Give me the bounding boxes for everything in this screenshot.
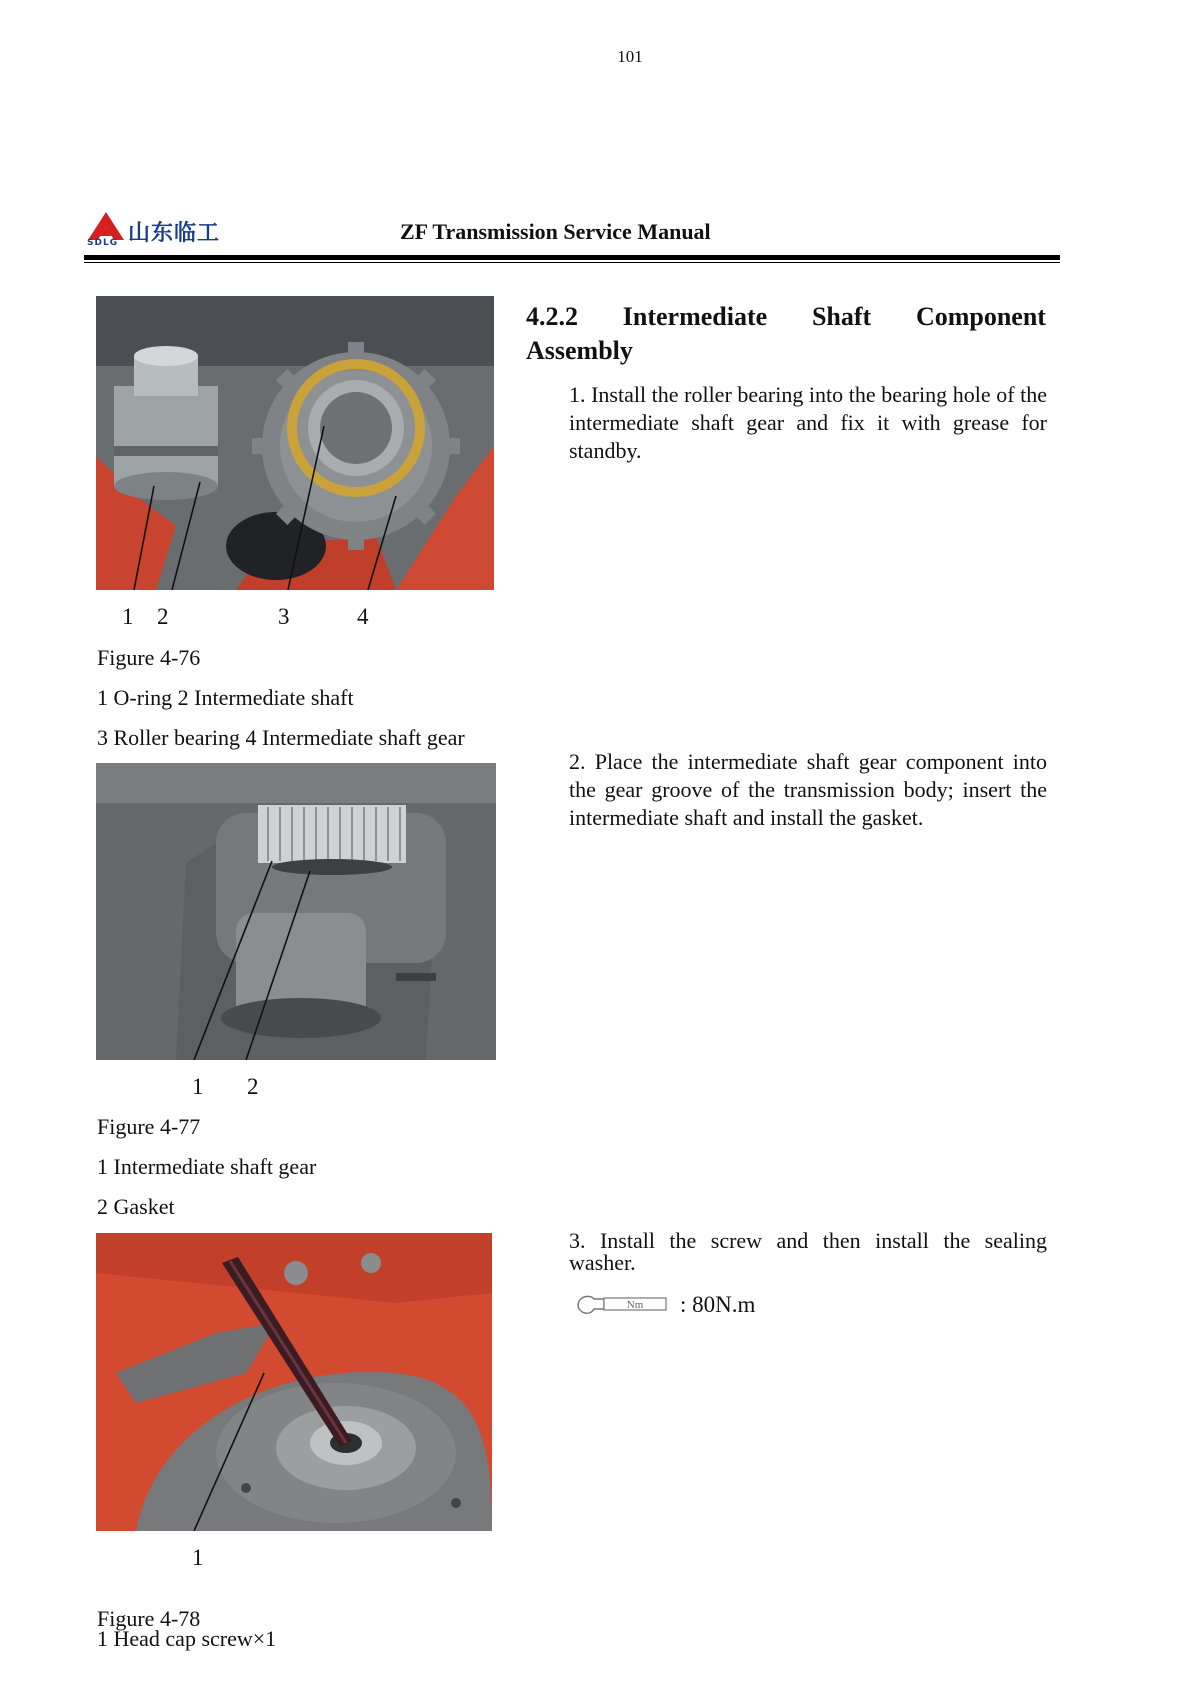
heading-word: Component [915, 302, 1046, 331]
heading-word: Intermediate [622, 302, 768, 331]
figure-caption: Figure 4-77 [97, 1114, 201, 1139]
step-2-text: 2. Place the intermediate shaft gear component into the gear groove of the transmission body; insert the intermediate shaft and install the gasket. [569, 749, 1047, 830]
torque-wrench-icon [574, 1290, 670, 1320]
torque-unit-text: Nm [626, 1299, 644, 1311]
heading-word: Shaft [811, 302, 872, 331]
figure-4-77-photo [96, 763, 496, 1060]
figure-caption: Figure 4-76 [97, 645, 201, 670]
figure-4-76-photo [96, 296, 494, 590]
logo-text: 山东临工 [128, 221, 221, 246]
figure-legend-line: 2 Gasket [97, 1194, 175, 1219]
sdlg-logo [86, 210, 246, 250]
torque-spec [574, 1290, 755, 1320]
manual-title: ZF Transmission Service Manual [400, 219, 711, 244]
figure-legend-line: 1 Intermediate shaft gear [97, 1154, 317, 1179]
header-rule-thin [84, 262, 1060, 263]
callout-3: 3 [278, 604, 290, 629]
torque-value: : 80N.m [680, 1292, 756, 1317]
callout-4: 4 [357, 604, 369, 629]
callout-2: 2 [157, 604, 169, 629]
step-3-text: 3. Install the screw and then install the sealing washer. [569, 1228, 1047, 1275]
callout-1: 1 [122, 604, 134, 629]
heading-number: 4.2.2 [526, 302, 578, 331]
header-rule [84, 255, 1060, 260]
figure-legend-line: 1 Head cap screw×1 [97, 1626, 277, 1651]
page-number: 101 [617, 47, 643, 66]
heading-line-2: Assembly [526, 336, 633, 365]
logo-subtext: SDLG [87, 238, 119, 248]
step-1-text: 1. Install the roller bearing into the bearing hole of the intermediate shaft gear and fix it with grease for standby. [569, 382, 1047, 463]
figure-legend-line: 1 O-ring 2 Intermediate shaft [97, 685, 354, 710]
callout-2: 2 [247, 1074, 259, 1099]
figure-legend-line: 3 Roller bearing 4 Intermediate shaft gear [97, 725, 465, 750]
callout-1: 1 [192, 1545, 204, 1570]
section-heading [526, 300, 1046, 368]
figure-caption: Figure 4-78 [97, 1606, 201, 1631]
callout-1: 1 [192, 1074, 204, 1099]
figure-4-78-photo [96, 1233, 492, 1531]
